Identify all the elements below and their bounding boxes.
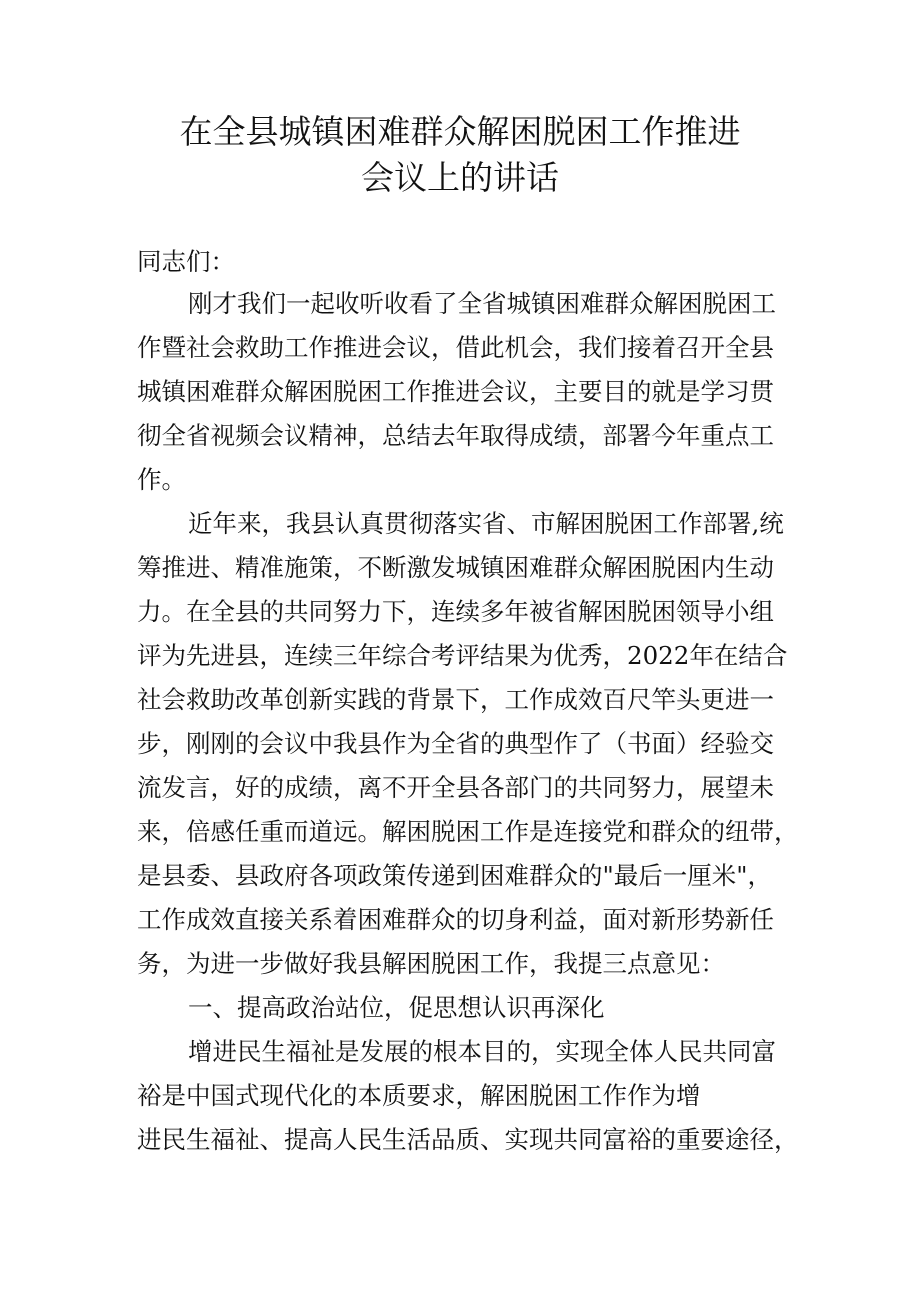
- salutation: 同志们：: [137, 247, 235, 276]
- paragraph-line: 裕是中国式现代化的本质要求，解困脱困工作作为增: [137, 1081, 701, 1110]
- section-heading: 一、提高政治站位，促思想认识再深化: [188, 993, 605, 1022]
- paragraph-line: 增进民生福祉是发展的根本目的，实现全体人民共同富: [188, 1037, 776, 1066]
- paragraph-line: 评为先进县，连续三年综合考评结果为优秀，2022年在结合: [137, 641, 788, 670]
- paragraph-line: 作。: [137, 465, 186, 494]
- paragraph-line: 彻全省视频会议精神，总结去年取得成绩，部署今年重点工: [137, 421, 774, 450]
- paragraph-line: 城镇困难群众解困脱困工作推进会议，主要目的就是学习贯: [137, 377, 774, 406]
- paragraph-line: 力。在全县的共同努力下，连续多年被省解困脱困领导小组: [137, 597, 774, 626]
- document-title-line-2: 会议上的讲话: [361, 158, 559, 197]
- paragraph-line: 社会救助改革创新实践的背景下，工作成效百尺竿头更进一: [137, 685, 774, 714]
- paragraph-line: 筹推进、精准施策，不断激发城镇困难群众解困脱困内生动: [137, 553, 774, 582]
- paragraph-line: 刚才我们一起收听收看了全省城镇困难群众解困脱困工: [188, 289, 776, 318]
- paragraph-line: 是县委、县政府各项政策传递到困难群众的"最后一厘米"，: [137, 861, 773, 890]
- paragraph-line: 进民生福祉、提高人民生活品质、实现共同富裕的重要途径，: [137, 1125, 799, 1154]
- paragraph-line: 工作成效直接关系着困难群众的切身利益，面对新形势新任: [137, 905, 774, 934]
- paragraph-line: 务，为进一步做好我县解困脱困工作，我提三点意见：: [137, 949, 725, 978]
- paragraph-line: 近年来，我县认真贯彻落实省、市解困脱困工作部署,统: [188, 509, 784, 538]
- document-title-line-1: 在全县城镇困难群众解困脱困工作推进: [179, 112, 741, 151]
- paragraph-line: 作暨社会救助工作推进会议，借此机会，我们接着召开全县: [137, 333, 774, 362]
- paragraph-line: 来，倍感任重而道远。解困脱困工作是连接党和群众的纽带，: [137, 817, 799, 846]
- paragraph-line: 步，刚刚的会议中我县作为全省的典型作了（书面）经验交: [137, 729, 774, 758]
- paragraph-line: 流发言，好的成绩，离不开全县各部门的共同努力，展望未: [137, 773, 774, 802]
